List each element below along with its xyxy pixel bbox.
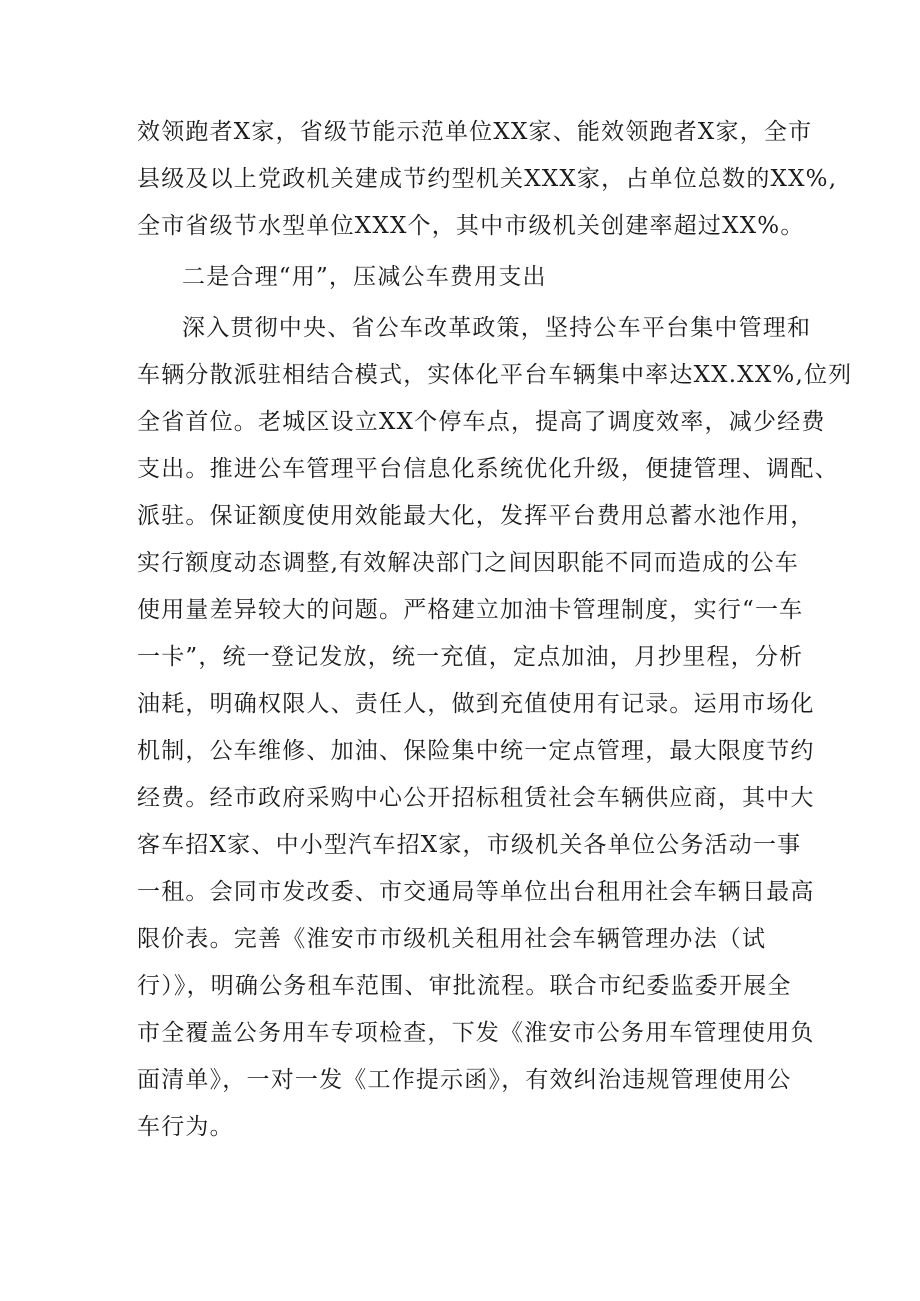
para2-line-11: 经费。经市政府采购中心公开招标租赁社会车辆供应商，其中大 — [137, 785, 815, 811]
para2-line-17: 面清单》，一对一发《工作提示函》，有效纠治违规管理使用公 — [137, 1067, 792, 1093]
para2-line-2: 车辆分散派驻相结合模式，实体化平台车辆集中率达XX.XX%,位列 — [137, 362, 853, 388]
para2-line-8: 一卡”，统一登记发放，统一充值，定点加油，月抄里程，分析 — [137, 644, 804, 670]
para1-line-2: 县级及以上党政机关建成节约型机关XXX家，占单位总数的XX%, — [137, 166, 838, 192]
para2-line-1: 深入贯彻中央、省公车改革政策，坚持公车平台集中管理和 — [182, 315, 812, 341]
para2-line-3: 全省首位。老城区设立XX个停车点，提高了调度效率，减少经费 — [137, 409, 826, 435]
para1-line-3: 全市省级节水型单位XXX个，其中市级机关创建率超过XX%。 — [137, 213, 805, 239]
para2-line-13: 一租。会同市发改委、市交通局等单位出台租用社会车辆日最高 — [137, 879, 815, 905]
para2-line-5: 派驻。保证额度使用效能最大化，发挥平台费用总蓄水池作用， — [137, 503, 815, 529]
para2-line-16: 市全覆盖公务用车专项检查，下发《淮安市公务用车管理使用负 — [137, 1020, 815, 1046]
para1-line-1: 效领跑者X家，省级节能示范单位XX家、能效领跑者X家，全市 — [137, 119, 813, 145]
para2-line-7: 使用量差异较大的问题。严格建立加油卡管理制度，实行“一车 — [137, 597, 804, 623]
para2-line-12: 客车招X家、中小型汽车招X家，市级机关各单位公务活动一事 — [137, 832, 802, 858]
section-heading: 二是合理“用”，压减公车费用支出 — [182, 264, 547, 290]
para2-line-15: 行）》，明确公务租车范围、审批流程。联合市纪委监委开展全 — [137, 973, 792, 999]
para2-line-4: 支出。推进公车管理平台信息化系统优化升级，便捷管理、调配、 — [137, 456, 839, 482]
para2-line-18: 车行为。 — [137, 1114, 234, 1140]
para2-line-9: 油耗，明确权限人、责任人，做到充值使用有记录。运用市场化 — [137, 691, 815, 717]
para2-line-6: 实行额度动态调整,有效解决部门之间因职能不同而造成的公车 — [137, 550, 799, 576]
para2-line-10: 机制，公车维修、加油、保险集中统一定点管理，最大限度节约 — [137, 738, 815, 764]
para2-line-14: 限价表。完善《淮安市市级机关租用社会车辆管理办法（试 — [137, 926, 767, 952]
